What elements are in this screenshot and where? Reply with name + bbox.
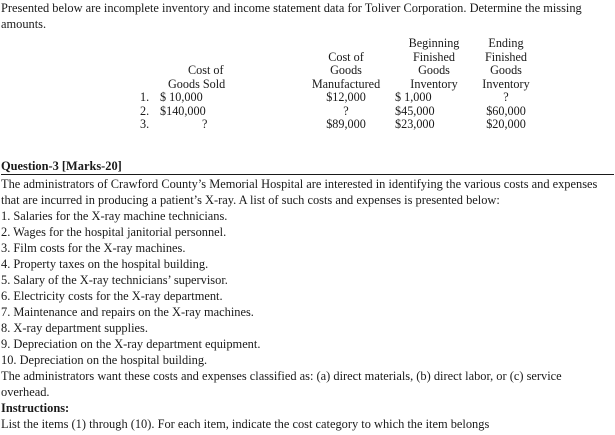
header-text: Inventory <box>410 76 458 91</box>
header-text: Cost of <box>328 49 364 64</box>
header-text: Finished <box>413 49 455 64</box>
table-row <box>140 91 539 105</box>
intro-paragraph: Presented below are incomplete inventory and income statement data for Toliver Corporation. Determine the missing amounts. <box>1 1 582 31</box>
header-text: Goods <box>330 63 362 77</box>
header-cost-goods-manufactured <box>297 37 395 91</box>
cell-beginning-inventory: $23,000 <box>395 117 435 131</box>
header-cost-goods-sold <box>160 37 297 91</box>
table-row <box>140 118 539 132</box>
list-item: 4. Property taxes on the hospital building. <box>1 257 209 271</box>
question-title: Question-3 [Marks-20] <box>1 158 614 175</box>
cell-cost-goods-sold: ? <box>202 117 208 131</box>
header-text: Inventory <box>482 76 530 91</box>
row-number: 1. <box>140 90 150 104</box>
list-item: 5. Salary of the X-ray technicians’ supervisor. <box>1 273 228 287</box>
row-number: 3. <box>140 117 150 131</box>
question-intro: The administrators of Crawford County’s Memorial Hospital are interested in identifying the various costs and expenses that are incurred in producing a patient’s X-ray. A list of such costs and expenses is presented below: <box>1 177 598 207</box>
header-text: Goods <box>490 63 522 77</box>
header-text: Goods <box>418 63 450 77</box>
list-item: 6. Electricity costs for the X-ray department. <box>1 289 223 303</box>
header-text: Cost of <box>188 63 224 77</box>
cell-ending-inventory: $60,000 <box>486 103 526 118</box>
cell-cost-goods-manufactured: $89,000 <box>326 117 366 131</box>
question-body <box>1 176 613 432</box>
cell-ending-inventory: ? <box>503 90 509 104</box>
list-item: 8. X-ray department supplies. <box>1 321 148 335</box>
header-ending-inventory <box>473 37 539 91</box>
list-item: 2. Wages for the hospital janitorial personnel. <box>1 225 227 239</box>
cell-beginning-inventory: $45,000 <box>395 103 435 118</box>
header-text: Goods Sold <box>168 76 226 91</box>
cell-cost-goods-sold: $ 10,000 <box>160 90 203 104</box>
classification-text: The administrators want these costs and expenses classified as: (a) direct materials, (b) direct labor, or (c) service overhead. <box>1 369 562 399</box>
header-text: Manufactured <box>311 76 381 91</box>
instructions-text: List the items (1) through (10). For each item, indicate the cost category to which the item belongs <box>1 417 490 431</box>
header-text: Finished <box>485 49 527 64</box>
row-number: 2. <box>140 103 150 118</box>
header-beginning-inventory <box>395 37 473 91</box>
list-item: 10. Depreciation on the hospital building. <box>1 353 208 367</box>
cell-cost-goods-sold: $140,000 <box>160 103 206 118</box>
list-item: 7. Maintenance and repairs on the X-ray machines. <box>1 305 254 319</box>
instructions-label: Instructions: <box>1 401 70 415</box>
cell-ending-inventory: $20,000 <box>486 117 526 131</box>
cell-cost-goods-manufactured: $12,000 <box>326 90 366 104</box>
cell-cost-goods-manufactured: ? <box>343 103 349 118</box>
header-text: Ending <box>488 36 524 50</box>
list-item: 9. Depreciation on the X-ray department equipment. <box>1 337 261 351</box>
cost-item-list <box>1 208 613 368</box>
table-row <box>140 105 539 119</box>
list-item: 1. Salaries for the X-ray machine technicians. <box>1 209 228 223</box>
header-text: Beginning <box>408 36 460 50</box>
inventory-table <box>140 37 539 132</box>
row-number-header <box>140 37 160 91</box>
list-item: 3. Film costs for the X-ray machines. <box>1 241 186 255</box>
cell-beginning-inventory: $ 1,000 <box>395 90 432 104</box>
